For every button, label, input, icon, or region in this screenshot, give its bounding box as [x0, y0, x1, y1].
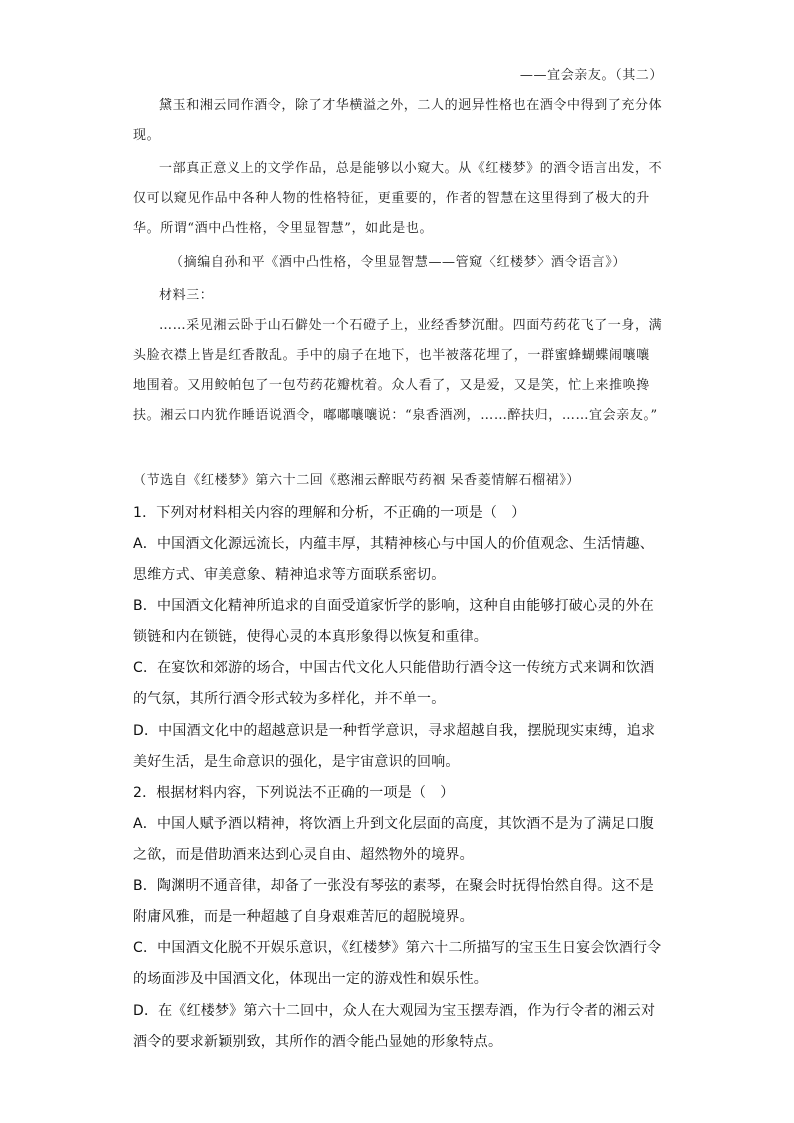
- question-2-option-c: C．中国酒文化脱不开娱乐意识，《红楼梦》第六十二所描写的宝玉生日宴会饮酒行令的场面涉及中国酒文化，体现出一定的游戏性和娱乐性。: [133, 940, 662, 987]
- question-1-option-a: A．中国酒文化源远流长，内蕴丰厚，其精神核心与中国人的价值观念、生活情趣、思维方式、审美意象、精神追求等方面联系密切。: [133, 536, 654, 583]
- material3-source: （节选自《红楼梦》第六十二回《憨湘云醉眠芍药裀 呆香菱情解石榴裙》）: [133, 473, 581, 488]
- question-2-stem: 2．根据材料内容，下列说法不正确的一项是（ ）: [133, 785, 455, 801]
- material2-source: （摘编自孙和平《酒中凸性格，令里显智慧——管窥〈红楼梦〉酒令语言》）: [170, 255, 626, 270]
- question-2-option-d: D．在《红楼梦》第六十二回中，众人在大观园为宝玉摆寿酒，作为行令者的湘云对酒令的要求新颖别致，其所作的酒令能凸显她的形象特点。: [133, 1003, 656, 1050]
- material3-heading: 材料三：: [159, 288, 214, 303]
- question-2-option-b: B．陶渊明不通音律，却备了一张没有琴弦的素琴，在聚会时抚得怡然自得。这不是附庸风雅，而是一种超越了自身艰难苦厄的超脱境界。: [133, 878, 655, 925]
- material2-sign-line: ——宜会亲友。（其二）: [519, 68, 663, 83]
- question-1-stem: 1．下列对材料相关内容的理解和分析，不正确的一项是（ ）: [133, 505, 526, 521]
- material3-paragraph: ……采见湘云卧于山石僻处一个石磴子上，业经香梦沉酣。四面芍药花飞了一身，满头脸衣襟上皆是红香散乱。手中的扇子在地下，也半被落花埋了，一群蜜蜂蝴蝶闹嚷嚷地围着。又用鲛帕包了一包芍药花瓣枕着。众人看了，又是爱，又是笑，忙上来推唤搀扶。湘云口内犹作睡语说酒令，嘟嘟嚷嚷说：“泉香酒冽，……醉扶归，……宜会亲友。”: [133, 318, 663, 423]
- question-1-option-d: D．中国酒文化中的超越意识是一种哲学意识，寻求超越自我，摆脱现实束缚，追求美好生活，是生命意识的强化，是宇宙意识的回响。: [133, 723, 656, 770]
- material2-paragraph-2: 一部真正意义上的文学作品，总是能够以小窥大。从《红楼梦》的酒令语言出发，不仅可以窥见作品中各种人物的性格特征，更重要的，作者的智慧在这里得到了极大的升华。所谓“酒中凸性格，令里显智慧”，如此是也。: [133, 161, 663, 236]
- question-1-option-b: B．中国酒文化精神所追求的自面受道家忻学的影响，这种自由能够打破心灵的外在锁链和内在锁链，使得心灵的本真形象得以恢复和重律。: [133, 598, 655, 645]
- question-2-option-a: A．中国人赋予酒以精神，将饮酒上升到文化层面的高度，其饮酒不是为了满足口腹之欲，而是借助酒来达到心灵自由、超然物外的境界。: [133, 816, 654, 863]
- material2-paragraph-1: 黛玉和湘云同作酒令，除了才华横溢之外，二人的迥异性格也在酒令中得到了充分体现。: [133, 98, 663, 143]
- question-1-option-c: C．在宴饮和郊游的场合，中国古代文化人只能借助行酒令这一传统方式来调和饮酒的气氛，其所行酒令形式较为多样化，并不单一。: [133, 660, 655, 707]
